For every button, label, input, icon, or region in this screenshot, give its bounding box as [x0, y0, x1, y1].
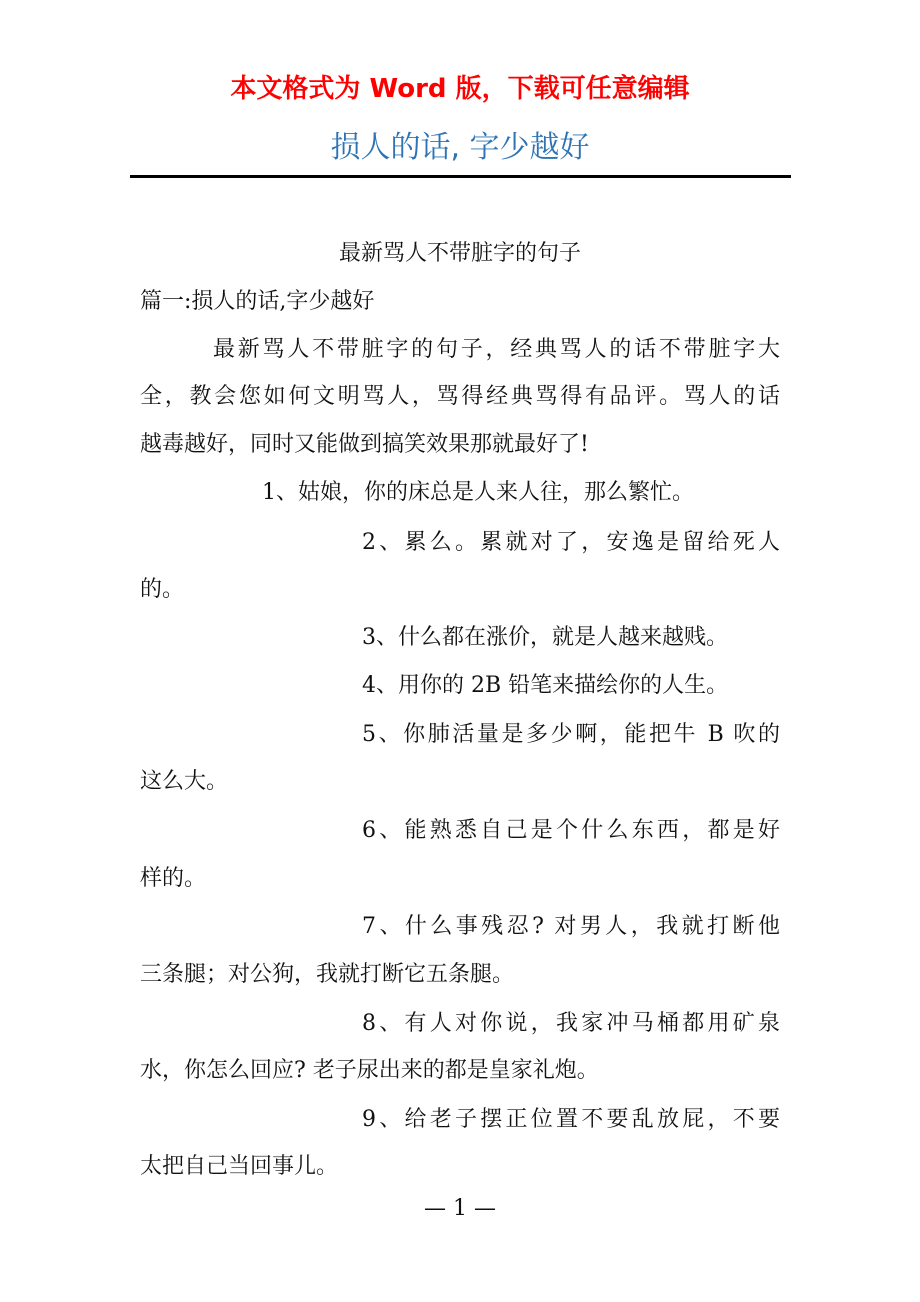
- list-item: 2、累么。累就对了，安逸是留给死人: [362, 530, 780, 555]
- title-divider: [130, 175, 791, 178]
- list-item: 1、姑娘，你的床总是人来人往，那么繁忙。: [262, 480, 694, 505]
- list-item: 6、能熟悉自己是个什么东西，都是好: [362, 818, 780, 843]
- list-item: 8、有人对你说，我家冲马桶都用矿泉: [362, 1011, 780, 1036]
- section-heading: 篇一:损人的话,字少越好: [140, 289, 375, 314]
- intro-line: 最新骂人不带脏字的句子，经典骂人的话不带脏字大: [213, 337, 780, 362]
- list-item-continuation: 这么大。: [140, 769, 229, 794]
- list-item-continuation: 水，你怎么回应? 老子尿出来的都是皇家礼炮。: [140, 1058, 599, 1083]
- format-notice-banner: 本文格式为 Word 版，下载可任意编辑: [230, 74, 690, 104]
- page-number: — 1 —: [424, 1196, 496, 1221]
- list-item-continuation: 三条腿；对公狗，我就打断它五条腿。: [140, 962, 515, 987]
- list-item: 5、你肺活量是多少啊，能把牛 B 吹的: [362, 722, 780, 747]
- list-item-continuation: 样的。: [140, 866, 207, 891]
- document-title: 损人的话, 字少越好: [330, 130, 590, 165]
- intro-line: 全，教会您如何文明骂人，骂得经典骂得有品评。骂人的话: [140, 384, 780, 409]
- article-heading: 最新骂人不带脏字的句子: [338, 241, 581, 266]
- list-item-continuation: 的。: [140, 577, 185, 602]
- list-item-continuation: 太把自己当回事儿。: [140, 1154, 339, 1179]
- list-item: 3、什么都在涨价，就是人越来越贱。: [362, 625, 728, 650]
- list-item: 4、用你的 2B 铅笔来描绘你的人生。: [362, 673, 729, 698]
- list-item: 9、给老子摆正位置不要乱放屁，不要: [362, 1107, 780, 1132]
- intro-line: 越毒越好，同时又能做到搞笑效果那就最好了!: [140, 432, 589, 457]
- list-item: 7、什么事残忍? 对男人，我就打断他: [362, 914, 780, 939]
